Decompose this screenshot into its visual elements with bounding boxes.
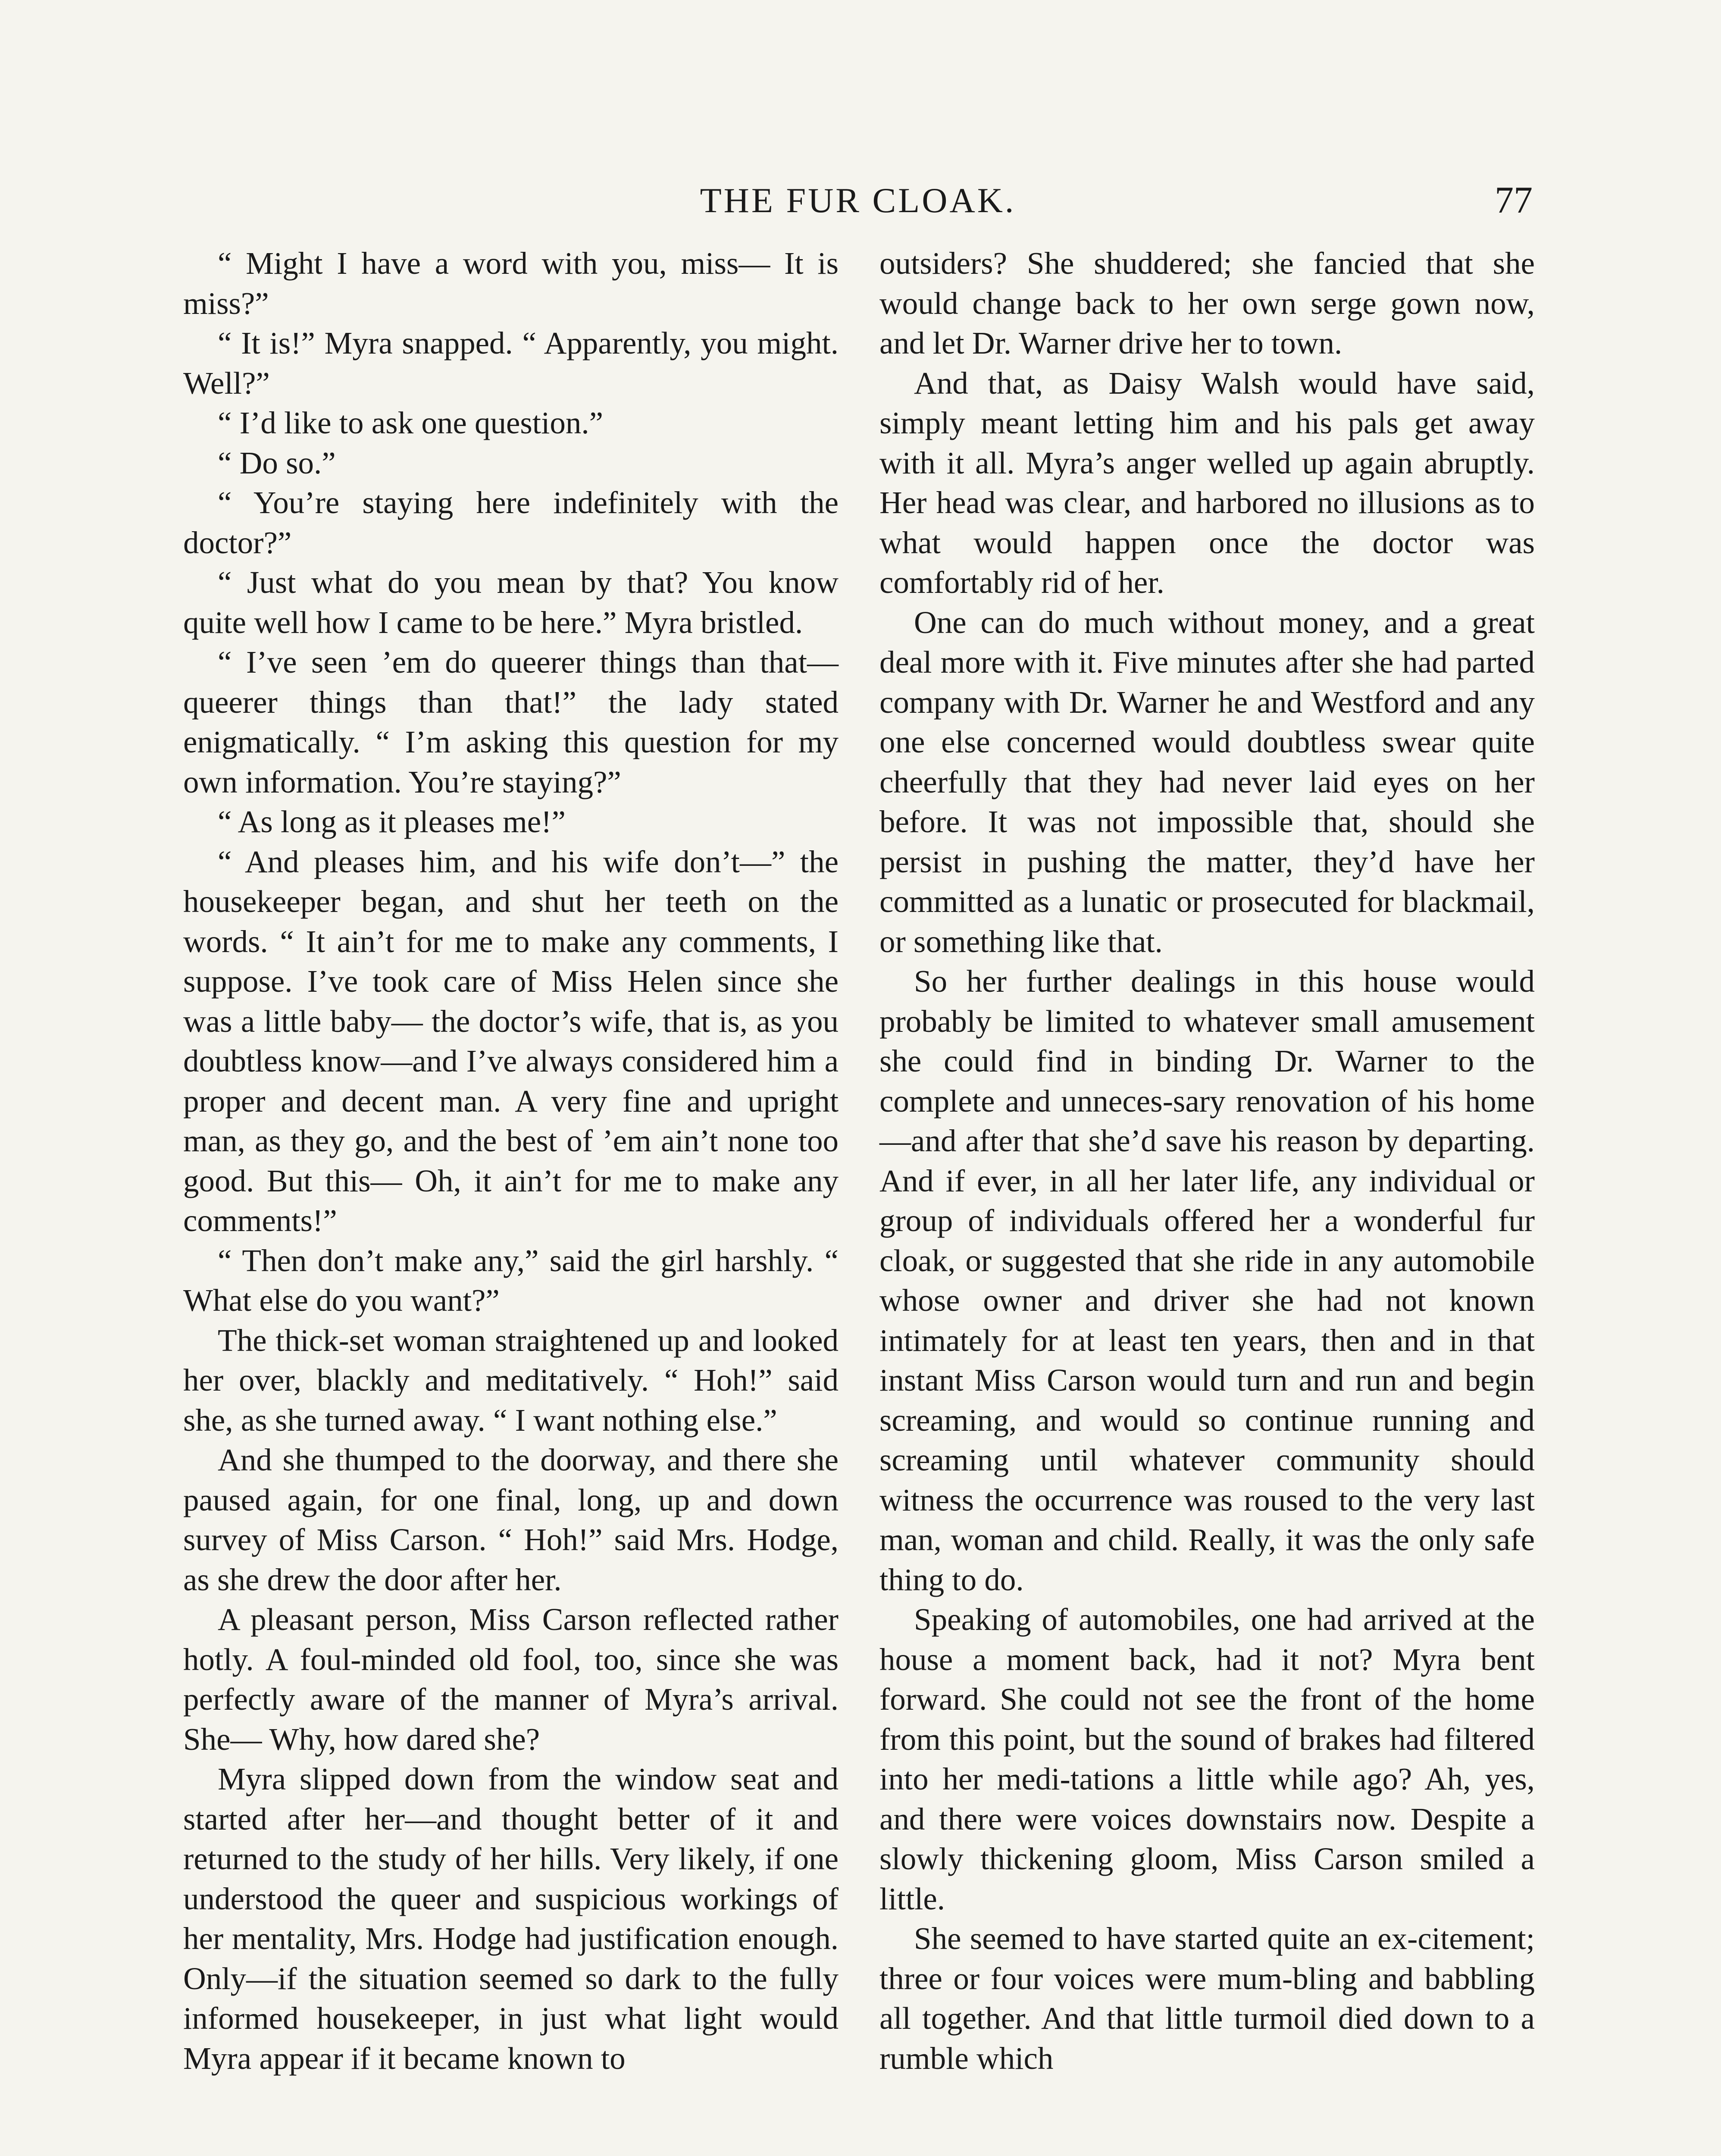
paragraph: And she thumped to the doorway, and there she paused again, for one final, long, up and down survey of Miss Carson. “ Hoh!” said Mrs. Hodge, as she drew the door after her.: [183, 1442, 839, 1597]
paragraph: “ As long as it pleases me!”: [218, 804, 566, 839]
running-title: THE FUR CLOAK.: [700, 181, 1016, 220]
paragraph: Myra slipped down from the window seat and started after her—and thought better of it and returned to the study of her hills. Very likely, if one understood the queer and suspicious workings of her mentality, Mrs. Hodge had justification enough. Only—if the situation seemed so dark to the fully informed housekeeper, in just what light would Myra appear if it became known to: [183, 1761, 839, 2076]
paragraph: “ Might I have a word with you, miss— It is miss?”: [183, 246, 839, 321]
paragraph: “ I’ve seen ’em do queerer things than that—queerer things than that!” the lady stated enigmatically. “ I’m asking this question for my own information. You’re staying?”: [183, 645, 839, 799]
right-column: [879, 244, 1535, 2078]
paragraph: She seemed to have started quite an ex-citement; three or four voices were mum-bling and babbling all together. And that little turmoil died down to a rumble which: [879, 1921, 1535, 2076]
paragraph: “ Just what do you mean by that? You know quite well how I came to be here.” Myra bristled.: [183, 565, 839, 640]
paragraph-continued: outsiders? She shuddered; she fancied that she would change back to her own serge gown now, and let Dr. Warner drive her to town.: [879, 246, 1535, 360]
paragraph: A pleasant person, Miss Carson reflected rather hotly. A foul-minded old fool, too, since she was perfectly aware of the manner of Myra’s arrival. She— Why, how dared she?: [183, 1602, 839, 1757]
paragraph: And that, as Daisy Walsh would have said, simply meant letting him and his pals get away with it all. Myra’s anger welled up again abruptly. Her head was clear, and harbored no illusions as to what would happen once the doctor was comfortably rid of her.: [879, 365, 1535, 600]
page-number: 77: [1495, 179, 1533, 221]
paragraph: “ Then don’t make any,” said the girl harshly. “ What else do you want?”: [183, 1243, 839, 1318]
paragraph: One can do much without money, and a great deal more with it. Five minutes after she had parted company with Dr. Warner he and Westford and any one else concerned would doubtless swear quite cheerfully that they had never laid eyes on her before. It was not impossible that, should she persist in pushing the matter, they’d have her committed as a lunatic or prosecuted for blackmail, or something like that.: [879, 605, 1535, 959]
paragraph: Speaking of automobiles, one had arrived at the house a moment back, had it not? Myra bent forward. She could not see the front of the home from this point, but the sound of brakes had filtered into her medi-tations a little while ago? Ah, yes, and there were voices downstairs now. Despite a slowly thickening gloom, Miss Carson smiled a little.: [879, 1602, 1535, 1916]
paragraph: The thick-set woman straightened up and looked her over, blackly and meditatively. “ Hoh!” said she, as she turned away. “ I want nothing else.”: [183, 1322, 839, 1438]
paragraph: “ Do so.”: [218, 445, 336, 480]
paragraph: “ And pleases him, and his wife don’t—” the housekeeper began, and shut her teeth on the words. “ It ain’t for me to make any comments, I suppose. I’ve took care of Miss Helen since she was a little baby— the doctor’s wife, that is, as you doubtless know—and I’ve always considered him a proper and decent man. A very fine and upright man, as they go, and the best of ’em ain’t none too good. But this— Oh, it ain’t for me to make any comments!”: [183, 844, 839, 1238]
paragraph: “ You’re staying here indefinitely with the doctor?”: [183, 485, 839, 560]
paragraph: “ I’d like to ask one question.”: [218, 405, 604, 440]
paragraph: So her further dealings in this house would probably be limited to whatever small amusement she could find in binding Dr. Warner to the complete and unneces-sary renovation of his home—and after that she’d save his reason by departing. And if ever, in all her later life, any individual or group of individuals offered her a wonderful fur cloak, or suggested that she ride in any automobile whose owner and driver she had not known intimately for at least ten years, then and in that instant Miss Carson would turn and run and begin screaming, and would so continue running and screaming until whatever community should witness the occurrence was roused to the very last man, woman and child. Really, it was the only safe thing to do.: [879, 964, 1535, 1597]
paragraph: “ It is!” Myra snapped. “ Apparently, you might. Well?”: [183, 326, 839, 401]
running-head: [183, 170, 1533, 231]
left-column: [183, 244, 839, 2078]
